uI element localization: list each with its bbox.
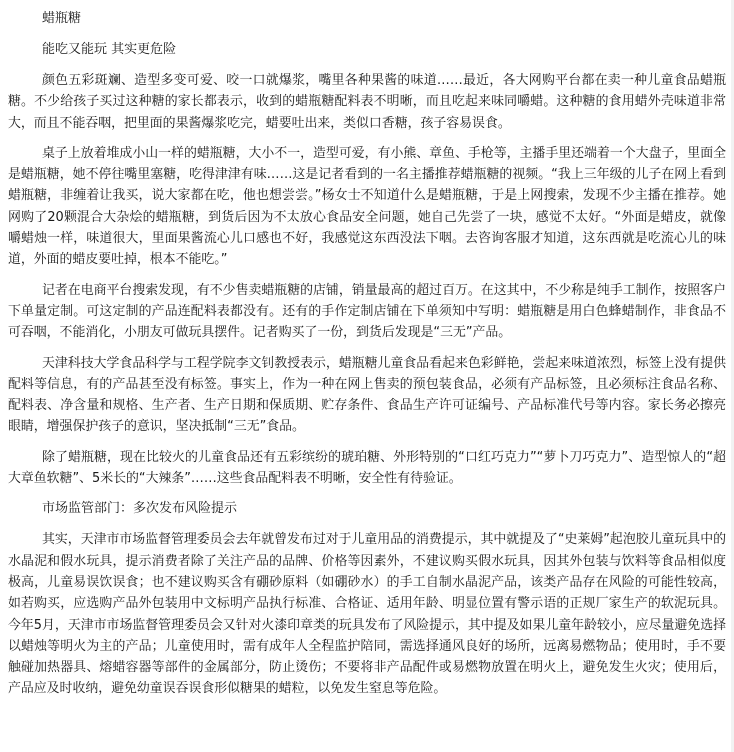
article-subtitle: 能吃又能玩 其实更危险 [42, 42, 177, 57]
paragraph-1: 颜色五彩斑斓、造型多变可爱、咬一口就爆浆，嘴里各种果酱的味道……最近，各大网购平台都在卖一种儿童食品蜡瓶糖。不少给孩子买过这种糖的家长都表示，收到的蜡瓶糖配料表不明晰，而且吃起来味同嚼蜡。这种糖的食用蜡外壳味道非常大，而且不能吞咽，把里面的果酱爆浆吃完，蜡要吐出来，类似口香糖，孩子容易误食。 [8, 73, 726, 131]
section-heading: 市场监管部门：多次发布风险提示 [42, 501, 238, 517]
article-title: 蜡瓶糖 [42, 11, 82, 26]
paragraph-4: 天津科技大学食品科学与工程学院李文钊教授表示，蜡瓶糖儿童食品看起来色彩鲜艳，尝起来味道浓烈，标签上没有提供配料等信息，有的产品甚至没有标签。事实上，作为一种在网上售卖的预包装食品，必须有产品标签，且必须标注食品名称、配料表、净含量和规格、生产者、生产日期和保质期、贮存条件、食品生产许可证编号、产品标准代号等内容。家长务必擦亮眼睛，增强保护孩子的意识，坚决抵制“三无”食品。 [8, 355, 726, 435]
paragraph-2: 桌子上放着堆成小山一样的蜡瓶糖，大小不一，造型可爱，有小熊、章鱼、手枪等，主播手里还端着一个大盘子，里面全是蜡瓶糖，她不停往嘴里塞糖，吃得津津有味……这是记者看到的一名主播推荐蜡瓶糖的视频。“我上三年级的儿子在网上看到蜡瓶糖，非缠着让我买，说大家都在吃，他也想尝尝。”杨女士不知道什么是蜡瓶糖，于是上网搜索，发现不少主播在推荐。她网购了20颗混合大杂烩的蜡瓶糖，到货后因为不太放心食品安全问题，她自己先尝了一块，感觉不太好。“外面是蜡皮，就像嚼蜡烛一样，味道很大，里面果酱流心儿口感也不好，我感觉这东西没法下咽。去咨询客服才知道，这东西就是吃流心儿的味道，外面的蜡皮要吐掉，根本不能吃。” [8, 145, 726, 268]
paragraph-3: 记者在电商平台搜索发现，有不少售卖蜡瓶糖的店铺，销量最高的超过百万。在这其中，不少称是纯手工制作，按照客户下单量定制。可这定制的产品连配料表都没有。还有的手作定制店铺在下单须知中写明：蜡瓶糖是用白色蜂蜡制作，非食品不可吞咽，不能消化，小朋友可做玩具摆件。记者购买了一份，到货后发现是“三无”产品。 [8, 282, 726, 341]
paragraph-6: 其实，天津市市场监督管理委员会去年就曾发布过对于儿童用品的消费提示，其中就提及了“史莱姆”起泡胶儿童玩具中的水晶泥和假水玩具，提示消费者除了关注产品的品牌、价格等因素外，不建议购买假水玩具，因其外包装与饮料等食品相似度极高，儿童易误饮误食；也不建议购买含有硼砂原料（如硼砂水）的手工自制水晶泥产品，该类产品存在风险的可能性较高，如若购买，应选购产品外包装用中文标明产品执行标准、合格证、适用年龄、明显位置有警示语的正规厂家生产的软泥玩具。今年5月，天津市市场监督管理委员会又针对火漆印章类的玩具发布了风险提示，其中提及如果儿童年龄较小，应尽量避免选择以蜡烛等明火为主的产品；儿童使用时，需有成年人全程监护陪同，需选择通风良好的场所，远离易燃物品；使用时，手不要触碰加热器具、熔蜡容器等部件的金属部分，防止烫伤；不要将非产品配件或易燃物放置在明火上，避免发生火灾；使用后，产品应及时收纳，避免幼童误吞误食形似糖果的蜡粒，以免发生窒息等危险。 [8, 532, 726, 697]
paragraph-5: 除了蜡瓶糖，现在比较火的儿童食品还有五彩缤纷的琥珀糖、外形特别的“口红巧克力”“萝卜刀巧克力”、造型惊人的“超大章鱼软糖”、5米长的“大辣条”……这些食品配料表不明晰，安全性有待验证。 [8, 449, 726, 487]
